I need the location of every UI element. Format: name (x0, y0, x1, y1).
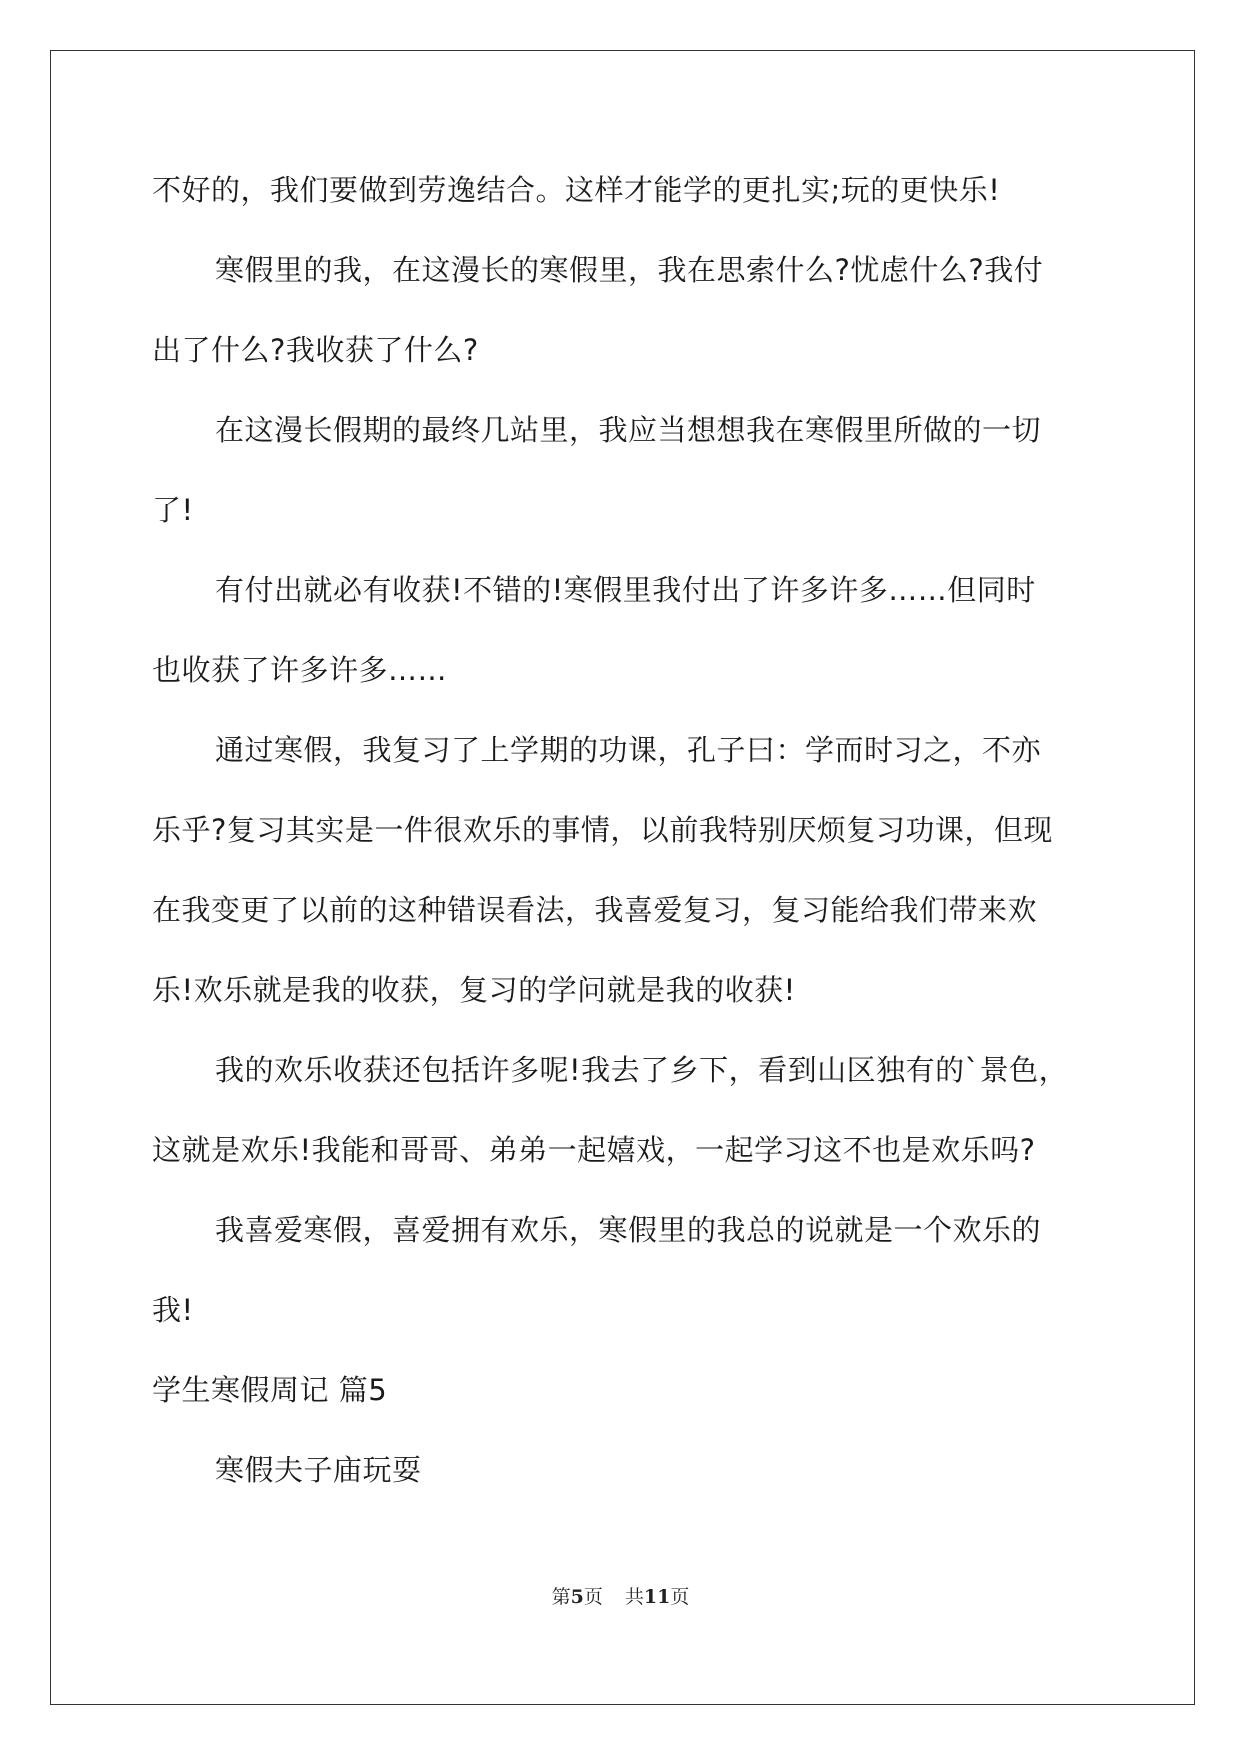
paragraph-first-line: 我的欢乐收获还包括许多呢!我去了乡下，看到山区独有的`景色， (215, 1053, 1069, 1087)
section-heading: 学生寒假周记 篇5 (152, 1373, 388, 1407)
footer-prefix: 第 (551, 1586, 571, 1608)
text-line: 了! (152, 493, 194, 527)
footer-current-page: 5 (570, 1586, 584, 1608)
text-line: 这就是欢乐!我能和哥哥、弟弟一起嬉戏，一起学习这不也是欢乐吗? (152, 1133, 1036, 1167)
paragraph-first-line: 通过寒假，我复习了上学期的功课，孔子曰：学而时习之，不亦 (215, 733, 1042, 767)
text-line: 乐!欢乐就是我的收获，复习的学问就是我的收获! (152, 973, 796, 1007)
text-line: 不好的，我们要做到劳逸结合。这样才能学的更扎实;玩的更快乐! (152, 173, 1001, 207)
article-title: 寒假夫子庙玩耍 (215, 1453, 422, 1487)
text-line: 出了什么?我收获了什么? (152, 333, 479, 367)
footer-page-word: 页 (583, 1586, 603, 1608)
text-line: 乐乎?复习其实是一件很欢乐的事情，以前我特别厌烦复习功课，但现 (152, 813, 1053, 847)
paragraph-first-line: 我喜爱寒假，喜爱拥有欢乐，寒假里的我总的说就是一个欢乐的 (215, 1213, 1042, 1247)
paragraph-first-line: 寒假里的我，在这漫长的寒假里，我在思索什么?忧虑什么?我付 (215, 253, 1044, 287)
paragraph-first-line: 在这漫长假期的最终几站里，我应当想想我在寒假里所做的一切 (215, 413, 1042, 447)
footer-total-suffix: 页 (670, 1586, 690, 1608)
footer-total-pages: 11 (643, 1586, 671, 1608)
page-footer (0, 1584, 1241, 1610)
text-line: 我! (152, 1293, 194, 1327)
footer-total-prefix: 共 (624, 1586, 644, 1608)
paragraph-first-line: 有付出就必有收获!不错的!寒假里我付出了许多许多……但同时 (215, 573, 1036, 607)
text-line: 也收获了许多许多…… (152, 653, 448, 687)
text-line: 在我变更了以前的这种错误看法，我喜爱复习，复习能给我们带来欢 (152, 893, 1038, 927)
